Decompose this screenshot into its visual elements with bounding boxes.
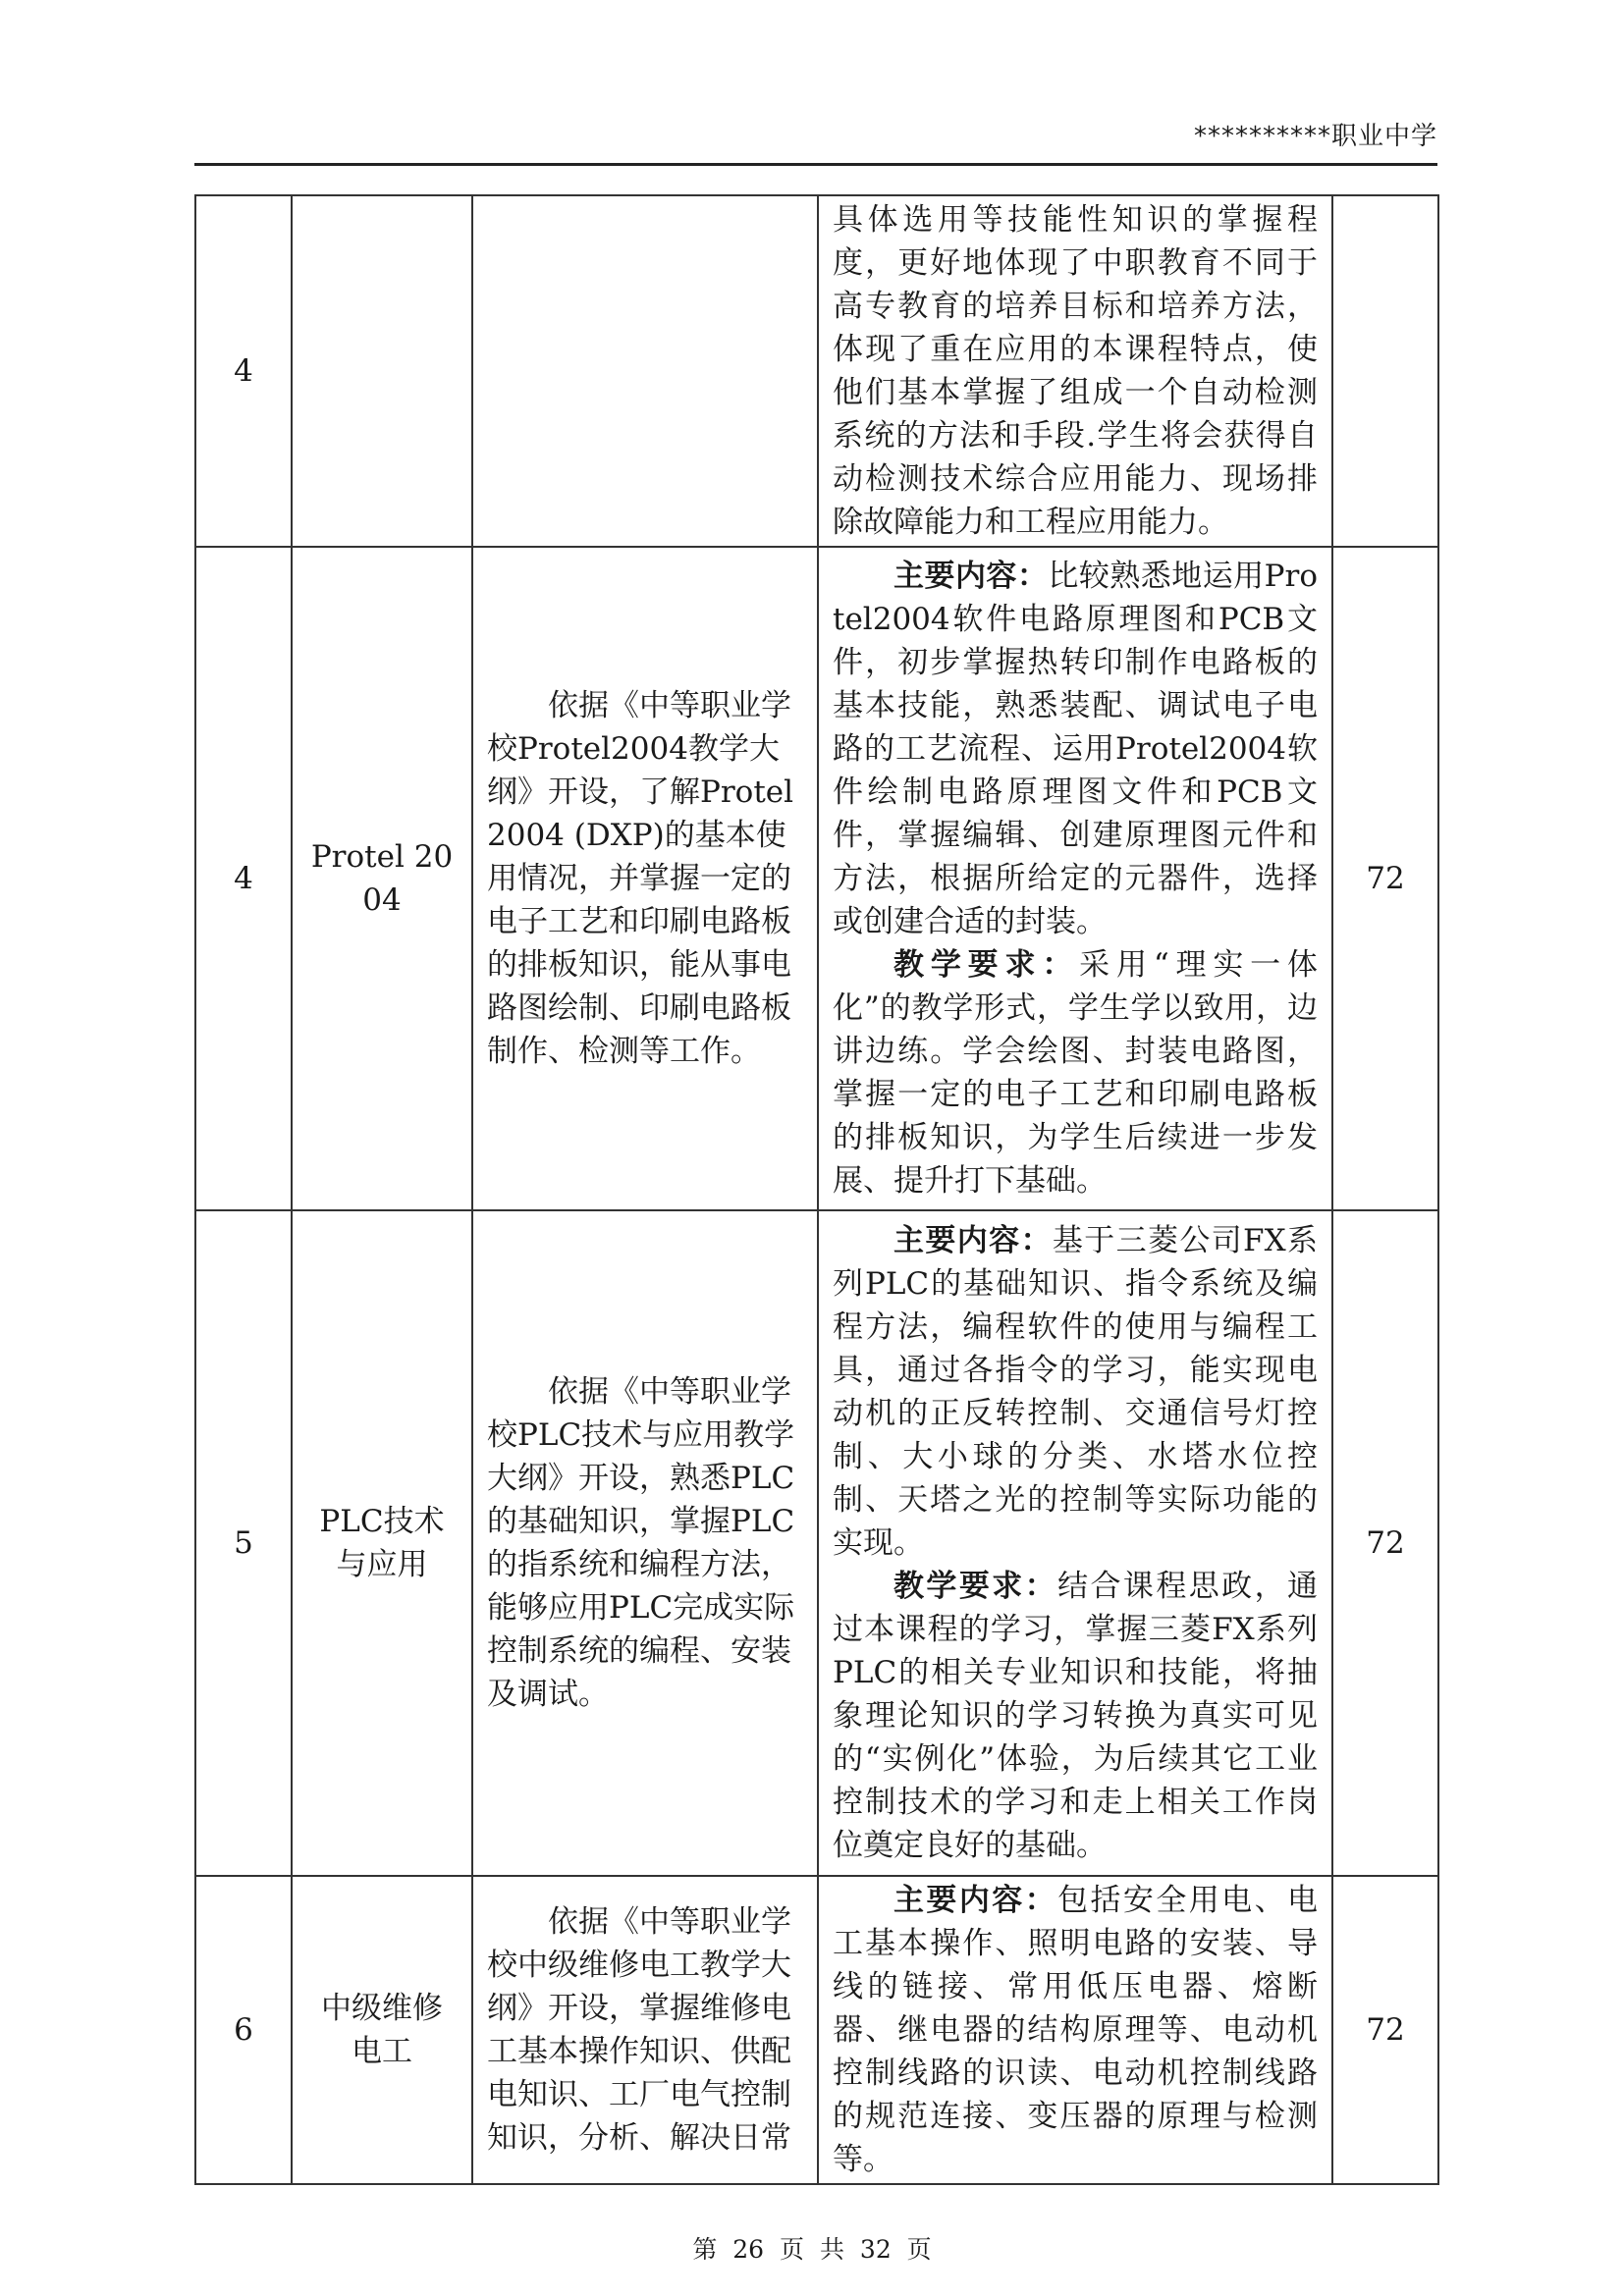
main-content-paragraph [833,1219,1318,1565]
requirement-paragraph [833,1565,1318,1867]
course-hours: 72 [1332,547,1438,1210]
main-content-text: 基于三菱公司FX系列PLC的基础知识、指令系统及编程方法，编程软件的使用与编程工具，通过各指令的学习，能实现电动机的正反转控制、交通信号灯控制、大小球的分类、水塔水位控制、天塔之光的控制等实际功能的实现。 [833,1223,1319,1561]
requirement-text: 采用“理实一体化”的教学形式，学生学以致用，边讲边练。学会绘图、封装电路图，掌握一定的电子工艺和印刷电路板的排板知识，为学生后续进一步发展、提升打下基础。 [833,947,1318,1199]
requirement-label: 教学要求： [893,947,1080,983]
main-content-text: 包括安全用电、电工基本操作、照明电路的安装、导线的链接、常用低压电器、熔断器、继电器的结构原理等、电动机控制线路的识读、电动机控制线路的规范连接、变压器的原理与检测等。 [833,1883,1319,2177]
course-basis [472,547,818,1210]
table-row [195,1210,1438,1876]
course-hours: 72 [1332,1210,1438,1876]
course-basis [472,1210,818,1876]
requirement-text: 结合课程思政，通过本课程的学习，掌握三菱FX系列PLC的相关专业知识和技能，将抽象理论知识的学习转换为真实可见的“实例化”体验，为后续其它工业控制技术的学习和走上相关工作岗位奠定良好的基础。 [833,1569,1319,1863]
course-content [818,547,1332,1210]
course-table [194,194,1439,2185]
basis-text: 依据《中等职业学校Protel2004教学大纲》开设，了解Protel2004 (DXP)的基本使用情况，并掌握一定的电子工艺和印刷电路板的排板知识，能从事电路图绘制、印刷电路板制作、检测等工作。 [487,688,794,1069]
table-row [195,547,1438,1210]
course-number: 4 [195,547,292,1210]
course-content [818,1876,1332,2184]
basis-text: 依据《中等职业学校中级维修电工教学大纲》开设，掌握维修电工基本操作知识、供配电知识、工厂电气控制知识，分析、解决日常 [487,1904,791,2156]
course-basis [472,195,818,547]
requirement-label: 教学要求： [893,1569,1058,1604]
course-basis [472,1876,818,2184]
table-row [195,1876,1438,2184]
course-number: 4 [195,195,292,547]
course-name: Protel 2004 [292,547,472,1210]
content-text: 具体选用等技能性知识的掌握程度，更好地体现了中职教育不同于高专教育的培养目标和培养方法，体现了重在应用的本课程特点，使他们基本掌握了组成一个自动检测系统的方法和手段.学生将会获得自动检测技术综合应用能力、现场排除故障能力和工程应用能力。 [833,202,1318,540]
course-hours: 72 [1332,1876,1438,2184]
page-footer: 第 26 页 共 32 页 [692,2235,932,2264]
course-number: 5 [195,1210,292,1876]
course-content [818,1210,1332,1876]
main-content-text: 比较熟悉地运用Protel2004软件电路原理图和PCB文件，初步掌握热转印制作电路板的基本技能，熟悉装配、调试电子电路的工艺流程、运用Protel2004软件绘制电路原理图文件和PCB文件，掌握编辑、创建原理图元件和方法，根据所给定的元器件，选择或创建合适的封装。 [833,559,1318,939]
course-content [818,195,1332,547]
main-content-label: 主要内容： [893,1223,1053,1258]
basis-text: 依据《中等职业学校PLC技术与应用教学大纲》开设，熟悉PLC的基础知识，掌握PLC的指系统和编程方法，能够应用PLC完成实际控制系统的编程、安装及调试。 [487,1374,795,1712]
header-rule [194,163,1437,166]
main-content-paragraph [833,555,1318,943]
course-hours [1332,195,1438,547]
running-header: **********职业中学 [1193,122,1437,151]
requirement-paragraph [833,943,1318,1202]
course-name: PLC技术与应用 [292,1210,472,1876]
course-name [292,195,472,547]
course-number: 6 [195,1876,292,2184]
table-row [195,195,1438,547]
main-content-label: 主要内容： [893,1883,1058,1918]
course-name: 中级维修电工 [292,1876,472,2184]
main-content-paragraph [833,1879,1318,2181]
main-content-label: 主要内容： [893,559,1049,594]
